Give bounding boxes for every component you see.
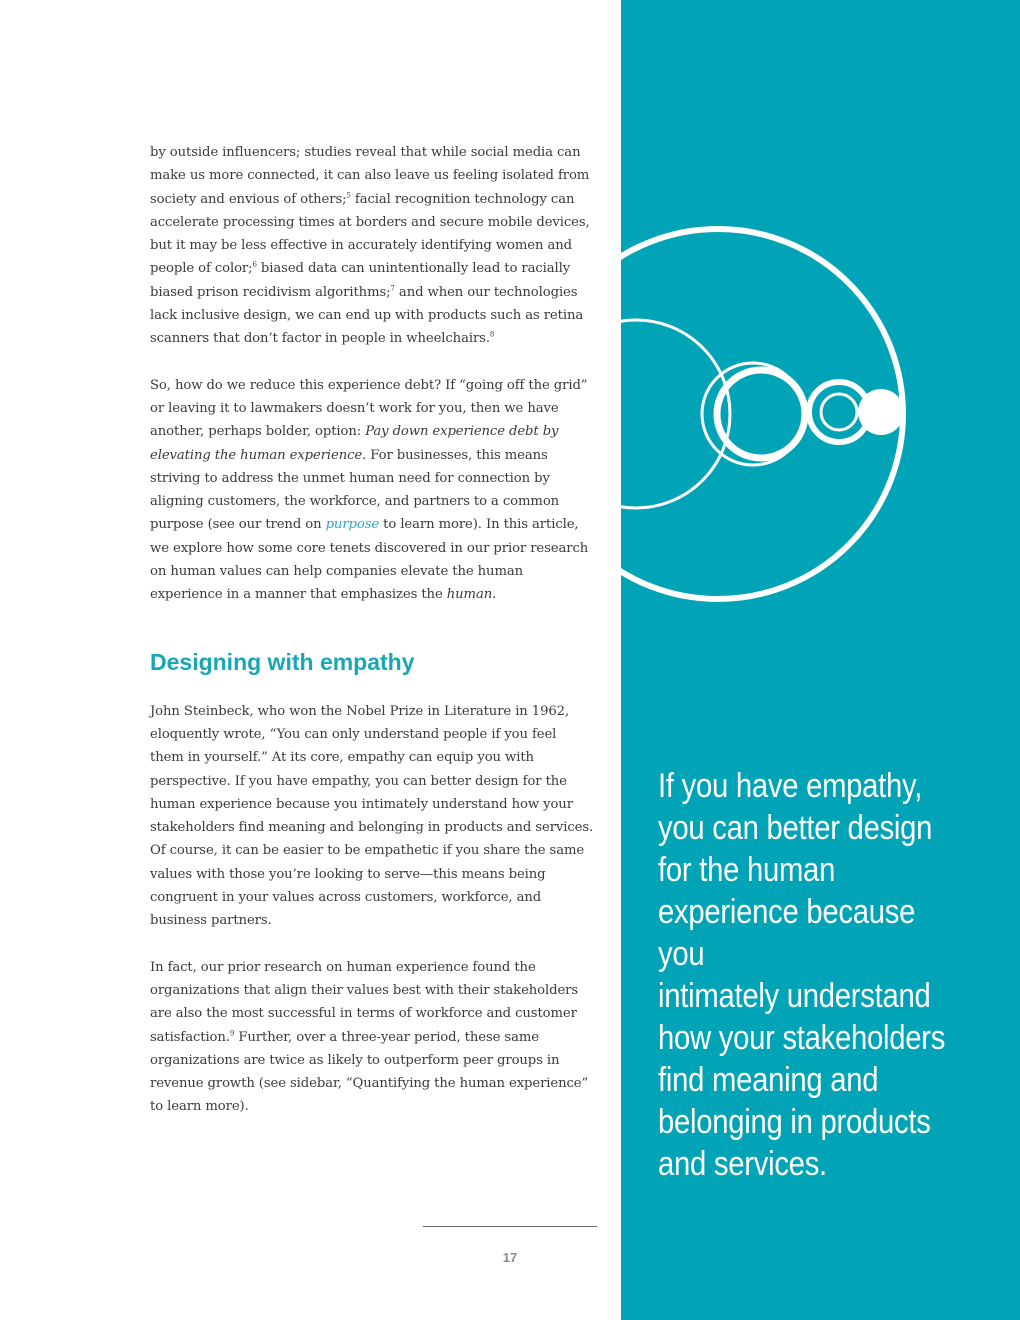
page-number: 17 [502,1250,518,1265]
solid-dot [858,389,904,435]
body-paragraph-3: John Steinbeck, who won the Nobel Prize in Literature in 1962, eloquently wrote, “You can only understand people if you feel them in yourself.” At its core, empathy can equip you with perspective. If you have empathy, you can better design for the human experience because you intimately understand how your stakeholders find meaning and belonging in products and services. Of course, it can be easier to be empathetic if you share the same values with those you’re looking to serve—this means being congruent in your values across customers, workforce, and business partners. [150,703,594,929]
emphasis-text: Pay down experience debt by elevating the human experience [150,424,559,463]
purpose-link[interactable]: purpose [325,517,380,533]
concentric-circles-graphic [621,0,1020,620]
body-paragraph-2: So, how do we reduce this experience debt? If “going off the grid” or leaving it to lawmakers doesn’t work for you, then we have another, perhaps bolder, option: Pay down experience debt by elevating the human experience. For businesses, this means striving to address the unmet human need for connection by aligning customers, the workforce, and partners to a common purpose (see our trend on purpose to learn more). In this article, we explore how some core tenets discovered in our prior research on human values can help companies elevate the human experience in a manner that emphasizes the human. [150,377,589,603]
footnote-ref-6[interactable]: 6 [252,261,257,270]
body-paragraph-4: In fact, our prior research on human experience found the organizations that align their values best with their stakeholders are also the most successful in terms of workforce and customer satisfaction.$^9$ Further, over a three-year period, these same organizations are twice as likely to outperform peer groups in revenue growth (see sidebar, “Quantifying the human experience” to learn more). [150,959,589,1115]
emphasis-human: human [446,587,493,603]
ring-tiny [821,394,857,430]
pull-quote: If you have empathy, you can better design for the human experience because you intimately understand how your stakeholders find meaning and belonging in products and services. [658,767,946,1183]
footnote-ref-5[interactable]: 5 [346,191,351,200]
footnote-ref-8[interactable]: 8 [489,330,495,339]
sidebar-panel [621,0,1020,1320]
footnote-ref-9[interactable]: 9 [229,1029,235,1038]
body-paragraph-1: by outside influencers; studies reveal that while social media can make us more connected, it can also leave us feeling isolated from society and envious of others;$^5$ facial recognition technology can accelerate processing times at borders and secure mobile devices, but it may be less effective in accurately identifying women and people of color;$^6$ biased data can unintentionally lead to racially biased prison recidivism algorithms;$^7$ and when our technologies lack inclusive design, we can end up with products such as retina scanners that don’t factor in people in wheelchairs.$^8$ [150,145,590,347]
footnote-ref-7[interactable]: 7 [390,284,395,293]
footer-divider [423,1226,597,1227]
article-body [150,141,595,1119]
section-heading: Designing with empathy [150,648,415,675]
